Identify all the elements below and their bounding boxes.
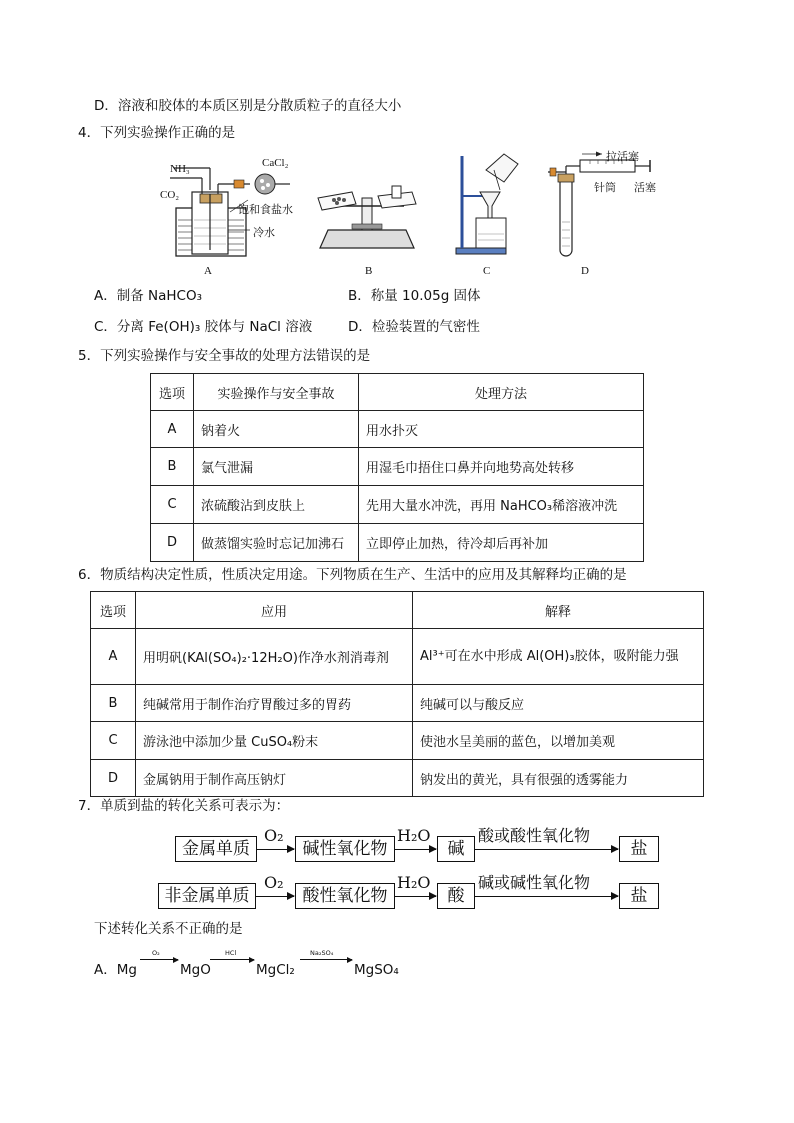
table-cell: 纯碱可以与酸反应 (413, 685, 704, 722)
table-cell: 使池水呈美丽的蓝色，以增加美观 (413, 722, 704, 760)
flow1-arrow-3 (474, 849, 618, 850)
header-cell: 选项 (151, 374, 194, 411)
figure-d-syringe-test (540, 150, 660, 262)
label-co2: CO₂ (160, 189, 180, 201)
header-cell: 实验操作与安全事故 (194, 374, 359, 411)
q4-option-b: B．称量 10.05g 固体 (348, 288, 481, 304)
flow2-arrow-2 (394, 896, 436, 897)
q5-table (150, 373, 644, 562)
header-cell: 处理方法 (359, 374, 644, 411)
option-cell: C (151, 486, 194, 524)
flow2-acid: 酸 (437, 883, 475, 909)
option-cell: C (91, 722, 136, 760)
table-cell: 纯碱常用于制作治疗胃酸过多的胃药 (136, 685, 413, 722)
flow2-arrow-3-label: 碱或碱性氧化物 (478, 873, 591, 892)
label-nh3: NH₃ (170, 163, 190, 175)
q6-stem: 6．物质结构决定性质，性质决定用途。下列物质在生产、生活中的应用及其解释均正确的是 (78, 567, 627, 583)
q7a-arrow-3 (300, 959, 352, 960)
header-cell: 选项 (91, 592, 136, 629)
table-cell: 金属钠用于制作高压钠灯 (136, 760, 413, 797)
table-cell: 用水扑灭 (359, 411, 644, 448)
table-cell: 钠着火 (194, 411, 359, 448)
flow2-acidic-oxide: 酸性氧化物 (295, 883, 395, 909)
q7a-arrow-3-label: Na₂SO₄ (310, 949, 334, 957)
table-row (151, 411, 644, 448)
flow2-nonmetal-element: 非金属单质 (158, 883, 256, 909)
label-cacl2: CaCl₂ (262, 157, 289, 169)
q7-sub-stem: 下述转化关系不正确的是 (94, 921, 243, 937)
flow1-salt: 盐 (619, 836, 659, 862)
figure-c-caption: C (483, 265, 491, 277)
table-cell: 氯气泄漏 (194, 448, 359, 486)
flow2-arrow-2-label: H₂O (397, 873, 431, 892)
flow1-arrow-1-label: O₂ (264, 826, 284, 845)
flow2-arrow-1-label: O₂ (264, 873, 284, 892)
option-cell: D (91, 760, 136, 797)
table-row (151, 486, 644, 524)
q7a-arrow-1-label: O₂ (152, 949, 160, 957)
flow2-arrow-1 (255, 896, 294, 897)
flow1-base: 碱 (437, 836, 475, 862)
q4-option-d: D．检验装置的气密性 (348, 319, 480, 335)
flow1-arrow-2-label: H₂O (397, 826, 431, 845)
table-row (151, 448, 644, 486)
q7a-arrow-2 (210, 959, 254, 960)
table-row (91, 722, 704, 760)
q7a-mgso4: MgSO₄ (354, 962, 399, 978)
table-row (91, 629, 704, 685)
option-cell: A (91, 629, 136, 685)
table-row (91, 685, 704, 722)
table-cell: 先用大量水冲洗，再用 NaHCO₃稀溶液冲洗 (359, 486, 644, 524)
table-cell: 浓硫酸沾到皮肤上 (194, 486, 359, 524)
table-row (151, 524, 644, 562)
label-brine: 饱和食盐水 (238, 204, 293, 216)
flow1-basic-oxide: 碱性氧化物 (295, 836, 395, 862)
q5-stem: 5．下列实验操作与安全事故的处理方法错误的是 (78, 348, 371, 364)
flow1-arrow-1 (256, 849, 294, 850)
figure-d-caption: D (581, 265, 589, 277)
label-syringe: 针筒 (594, 182, 616, 194)
table-cell: 用湿毛巾捂住口鼻并向地势高处转移 (359, 448, 644, 486)
figure-b-balance (312, 168, 422, 253)
q7-option-a-start: A．Mg (94, 962, 137, 978)
option-cell: B (151, 448, 194, 486)
q7a-mgcl2: MgCl₂ (256, 962, 295, 978)
q7a-arrow-2-label: HCl (225, 949, 237, 957)
label-pull-piston: 拉活塞 (606, 151, 639, 163)
option-cell: A (151, 411, 194, 448)
flow1-metal-element: 金属单质 (175, 836, 257, 862)
q6-table (90, 591, 704, 797)
header-cell: 应用 (136, 592, 413, 629)
flow1-arrow-3-label: 酸或酸性氧化物 (478, 826, 591, 845)
table-cell: 做蒸馏实验时忘记加沸石 (194, 524, 359, 562)
flow1-arrow-2 (394, 849, 436, 850)
figure-a-caption: A (204, 265, 212, 277)
option-cell: B (91, 685, 136, 722)
flow2-salt: 盐 (619, 883, 659, 909)
figure-b-caption: B (365, 265, 373, 277)
q3-option-d: D．溶液和胶体的本质区别是分散质粒子的直径大小 (94, 98, 402, 114)
q7a-arrow-1 (140, 959, 178, 960)
q4-option-a: A．制备 NaHCO₃ (94, 288, 203, 304)
table-cell: Al³⁺可在水中形成 Al(OH)₃胶体，吸附能力强 (413, 629, 704, 685)
table-cell: 游泳池中添加少量 CuSO₄粉末 (136, 722, 413, 760)
label-cold-water: 冷水 (253, 227, 275, 239)
table-row (91, 760, 704, 797)
table-cell: 钠发出的黄光，具有很强的透雾能力 (413, 760, 704, 797)
table-header-row (151, 374, 644, 411)
figure-c-filtration (448, 152, 528, 257)
label-piston: 活塞 (634, 182, 656, 194)
table-header-row (91, 592, 704, 629)
q7-stem: 7．单质到盐的转化关系可表示为： (78, 798, 290, 814)
table-cell: 用明矾(KAl(SO₄)₂·12H₂O)作净水剂消毒剂 (136, 629, 413, 685)
q7a-mgo: MgO (180, 962, 211, 978)
q4-stem: 4．下列实验操作正确的是 (78, 125, 236, 141)
flow2-arrow-3 (474, 896, 618, 897)
header-cell: 解释 (413, 592, 704, 629)
table-cell: 立即停止加热，待冷却后再补加 (359, 524, 644, 562)
q4-option-c: C．分离 Fe(OH)₃ 胶体与 NaCl 溶液 (94, 319, 313, 335)
option-cell: D (151, 524, 194, 562)
